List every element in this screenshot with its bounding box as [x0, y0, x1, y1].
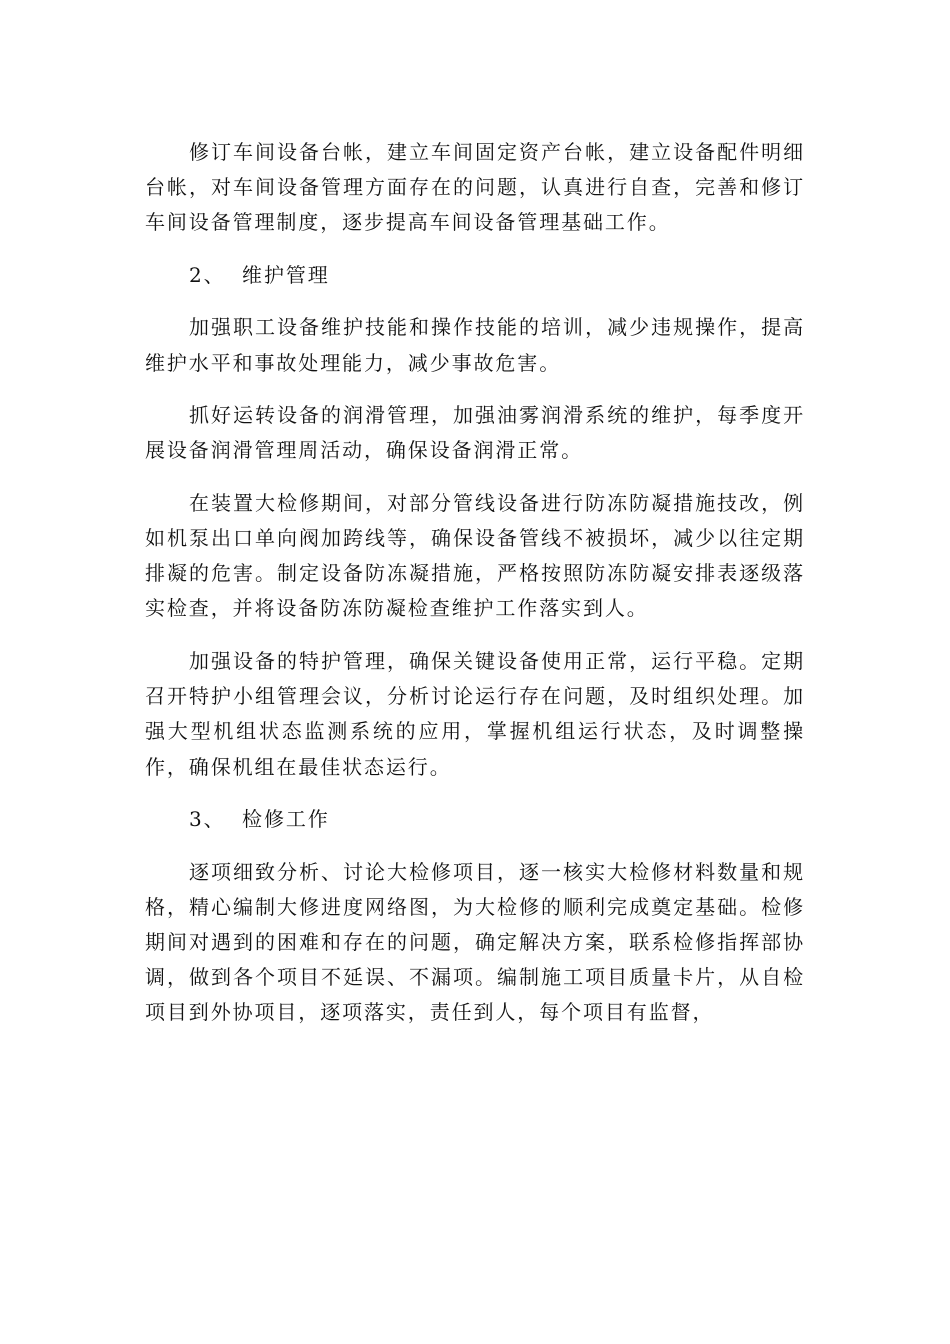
paragraph-equipment-ledger: 修订车间设备台帐，建立车间固定资产台帐，建立设备配件明细台帐，对车间设备管理方面存在的问题，认真进行自查，完善和修订车间设备管理制度，逐步提高车间设备管理基础工作。: [145, 140, 805, 235]
paragraph-staff-training: 加强职工设备维护技能和操作技能的培训，减少违规操作，提高维护水平和事故处理能力，减少事故危害。: [145, 315, 805, 375]
section-heading-overhaul-work: 3、 检修工作: [189, 807, 330, 832]
paragraph-antifreeze-measures: 在装置大检修期间，对部分管线设备进行防冻防凝措施技改，例如机泵出口单向阀加跨线等，确保设备管线不被损坏，减少以往定期排凝的危害。制定设备防冻凝措施，严格按照防冻防凝安排表逐级落实检查，并将设备防冻防凝检查维护工作落实到人。: [145, 490, 805, 621]
section-heading-maintenance-management: 2、 维护管理: [189, 262, 330, 287]
paragraph-overhaul-planning: 逐项细致分析、讨论大检修项目，逐一核实大检修材料数量和规格，精心编制大修进度网络图，为大检修的顺利完成奠定基础。检修期间对遇到的困难和存在的问题，确定解决方案，联系检修指挥部协调，做到各个项目不延误、不漏项。编制施工项目质量卡片，从自检项目到外协项目，逐项落实，责任到人，每个项目有监督，: [145, 859, 805, 1025]
document-page: [145, 135, 805, 1048]
paragraph-special-care-management: 加强设备的特护管理，确保关键设备使用正常，运行平稳。定期召开特护小组管理会议，分析讨论运行存在问题，及时组织处理。加强大型机组状态监测系统的应用，掌握机组运行状态，及时调整操作，确保机组在最佳状态运行。: [145, 648, 805, 779]
paragraph-lubrication-management: 抓好运转设备的润滑管理，加强油雾润滑系统的维护，每季度开展设备润滑管理周活动，确保设备润滑正常。: [145, 403, 805, 463]
